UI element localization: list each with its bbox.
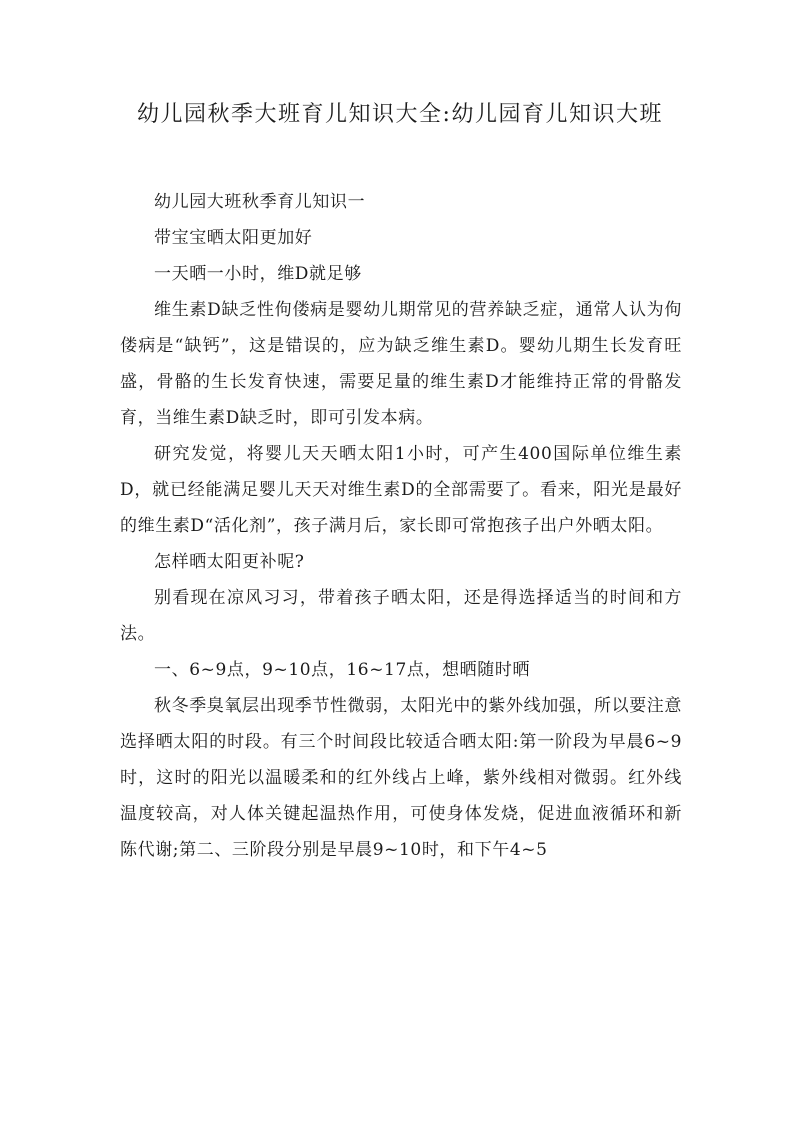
paragraph: 秋冬季臭氧层出现季节性微弱，太阳光中的紫外线加强，所以要注意选择晒太阳的时段。有三个时间段比较适合晒太阳:第一阶段为早晨6~9时，这时的阳光以温暖柔和的红外线占上峰，紫外线相对微弱。红外线温度较高，对人体关键起温热作用，可使身体发烧，促进血液循环和新陈代谢;第二、三阶段分别是早晨9~10时，和下午4~5 [120, 696, 682, 860]
paragraph: 怎样晒太阳更补呢? [154, 552, 305, 572]
paragraph: 研究发觉，将婴儿天天晒太阳1小时，可产生400国际单位维生素D，就已经能满足婴儿天天对维生素D的全部需要了。看来，阳光是最好的维生素D“活化剂”，孩子满月后，家长即可常抱孩子出户外晒太阳。 [120, 444, 682, 536]
paragraph: 维生素D缺乏性佝偻病是婴幼儿期常见的营养缺乏症，通常人认为佝偻病是“缺钙”，这是错误的，应为缺乏维生素D。婴幼儿期生长发育旺盛，骨骼的生长发育快速，需要足量的维生素D才能维持正常的骨骼发育，当维生素D缺乏时，即可引发本病。 [120, 300, 682, 428]
paragraph: 一天晒一小时，维D就足够 [154, 264, 362, 284]
paragraph: 幼儿园大班秋季育儿知识一 [154, 192, 366, 212]
paragraph: 别看现在凉风习习，带着孩子晒太阳，还是得选择适当的时间和方法。 [120, 588, 682, 644]
paragraph: 一、6~9点，9~10点，16~17点，想晒随时晒 [154, 660, 531, 680]
document-body [120, 184, 682, 868]
page-title: 幼儿园秋季大班育儿知识大全:幼儿园育儿知识大班 [137, 102, 663, 127]
paragraph: 带宝宝晒太阳更加好 [154, 228, 313, 248]
